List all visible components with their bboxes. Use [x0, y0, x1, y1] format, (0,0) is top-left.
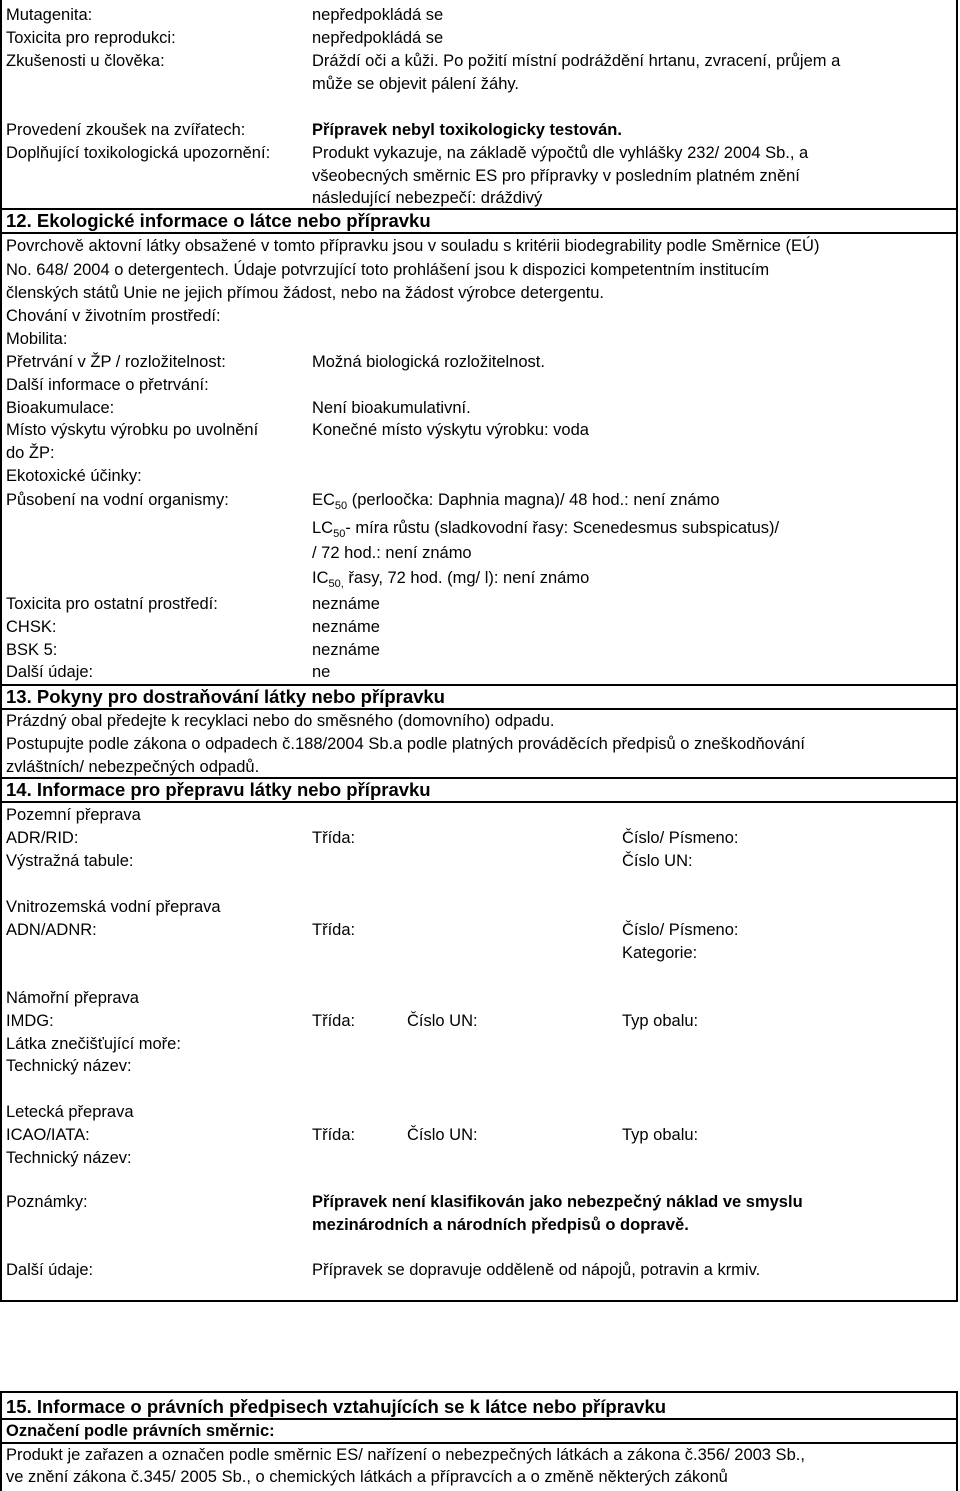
adr-trida: Třída:: [312, 829, 356, 847]
adn-trida: Třída:: [312, 921, 356, 939]
chovani-label: Chování v životním prostředí:: [6, 307, 221, 325]
adr-cislo-un: Číslo UN:: [622, 852, 693, 870]
letecka-label: Letecká přeprava: [6, 1103, 134, 1121]
left-border-lower: [0, 1391, 2, 1491]
lc50-rest: - míra růstu (sladkovodní řasy: Scenedesmus subspicatus)/: [345, 519, 780, 537]
zkusenosti-label: Zkušenosti u člověka:: [6, 52, 165, 70]
zvirata-value: Přípravek nebyl toxikologicky testován.: [312, 121, 622, 139]
ic50-main: IC: [312, 569, 329, 587]
lc50-value-line2: / 72 hod.: není známo: [312, 544, 472, 562]
left-border-upper: [0, 0, 2, 1302]
section-15-top-border: [0, 1391, 958, 1393]
pretrvani-label: Přetrvání v ŽP / rozložitelnost:: [6, 353, 226, 371]
upozorneni-label: Doplňující toxikologická upozornění:: [6, 144, 271, 162]
vnitro-label: Vnitrozemská vodní přeprava: [6, 898, 221, 916]
icao-cislo-un: Číslo UN:: [407, 1126, 478, 1144]
s15-line2: ve znění zákona č.345/ 2005 Sb., o chemických látkách a přípravcích a o změně některých zákonů: [6, 1468, 728, 1486]
chsk-value: neznáme: [312, 618, 380, 636]
zkusenosti-value-line1: Dráždí oči a kůži. Po požití místní podráždění hrtanu, zvracení, průjem a: [312, 52, 841, 70]
poznamky-line1: Přípravek není klasifikován jako nebezpečný náklad ve smyslu: [312, 1193, 803, 1211]
pozemni-label: Pozemní přeprava: [6, 806, 141, 824]
ec50-rest: (perloočka: Daphnia magna)/ 48 hod.: není známo: [347, 491, 720, 509]
dalsi-pretrvani-label: Další informace o přetrvání:: [6, 376, 209, 394]
icao-trida: Třída:: [312, 1126, 356, 1144]
section-15-heading: 15. Informace o právních předpisech vztahujících se k látce nebo přípravku: [6, 1396, 667, 1417]
misto-value: Konečné místo výskytu výrobku: voda: [312, 421, 589, 439]
s12-dalsi-value: ne: [312, 663, 331, 681]
ostatni-label: Toxicita pro ostatní prostředí:: [6, 595, 218, 613]
imdg-label: IMDG:: [6, 1012, 54, 1030]
bioakumulace-value: Není bioakumulativní.: [312, 399, 471, 417]
section-15-subheading-rule: [0, 1442, 958, 1444]
bioakumulace-label: Bioakumulace:: [6, 399, 115, 417]
s14-dalsi-value: Přípravek se dopravuje odděleně od nápojů, potravin a krmiv.: [312, 1261, 761, 1279]
imdg-trida: Třída:: [312, 1012, 356, 1030]
section-15-heading-rule: [0, 1418, 958, 1420]
s12-dalsi-label: Další údaje:: [6, 663, 94, 681]
s12-intro-line3: členských států Unie ne jejich přímou žádost, nebo na žádost výrobce detergentu.: [6, 284, 605, 302]
s12-intro-line2: No. 648/ 2004 o detergentech. Údaje potvrzující toto prohlášení jsou k dispozici kompetentním institucím: [6, 261, 770, 279]
mutagenita-label: Mutagenita:: [6, 6, 93, 24]
ec50-main: EC: [312, 491, 335, 509]
mutagenita-value: nepředpokládá se: [312, 6, 444, 24]
s15-line1: Produkt je zařazen a označen podle směrnic ES/ nařízení o nebezpečných látkách a zákona č.356/ 2003 Sb.,: [6, 1446, 805, 1464]
adn-cislo-pismeno: Číslo/ Písmeno:: [622, 921, 739, 939]
section-13-heading-rule: [0, 708, 958, 710]
poznamky-line2: mezinárodních a národních předpisů o dopravě.: [312, 1216, 689, 1234]
imdg-cislo-un: Číslo UN:: [407, 1012, 478, 1030]
ic50-sub: 50,: [328, 578, 344, 590]
section-divider-upper-bottom: [0, 1300, 958, 1302]
upozorneni-value-line3: následující nebezpečí: dráždivý: [312, 189, 543, 207]
imdg-typ-obalu: Typ obalu:: [622, 1012, 699, 1030]
vystrazna-label: Výstražná tabule:: [6, 852, 134, 870]
right-border-upper: [956, 0, 958, 1302]
ostatni-value: neznáme: [312, 595, 380, 613]
mobilita-label: Mobilita:: [6, 330, 68, 348]
s13-line1: Prázdný obal předejte k recyklaci nebo do směsného (domovního) odpadu.: [6, 712, 555, 730]
adn-kategorie: Kategorie:: [622, 944, 698, 962]
imdg-tech-nazev: Technický název:: [6, 1057, 132, 1075]
section-13-heading: 13. Pokyny pro dostraňování látky nebo přípravku: [6, 686, 445, 707]
lc50-sub: 50: [333, 528, 346, 540]
section-14-heading: 14. Informace pro přepravu látky nebo přípravku: [6, 779, 431, 800]
bsk-value: neznáme: [312, 641, 380, 659]
chsk-label: CHSK:: [6, 618, 57, 636]
ic50-rest: řasy, 72 hod. (mg/ l): není známo: [343, 569, 590, 587]
icao-typ-obalu: Typ obalu:: [622, 1126, 699, 1144]
lc50-main: LC: [312, 519, 334, 537]
adr-label: ADR/RID:: [6, 829, 79, 847]
adr-cislo-pismeno: Číslo/ Písmeno:: [622, 829, 739, 847]
misto-label-line2: do ŽP:: [6, 444, 55, 462]
poznamky-label: Poznámky:: [6, 1193, 88, 1211]
zvirata-label: Provedení zkoušek na zvířatech:: [6, 121, 246, 139]
reprodukce-label: Toxicita pro reprodukci:: [6, 29, 176, 47]
s14-dalsi-label: Další údaje:: [6, 1261, 94, 1279]
s12-intro-line1: Povrchově aktovní látky obsažené v tomto přípravku jsou v souladu s kritérii biodegrability podle Směrnice (EÚ): [6, 237, 820, 255]
ec50-sub: 50: [334, 500, 348, 512]
s13-line2: Postupujte podle zákona o odpadech č.188/2004 Sb.a podle platných prováděcích předpisů o zneškodňování: [6, 735, 806, 753]
latka-more-label: Látka znečišťující moře:: [6, 1035, 181, 1053]
icao-label: ICAO/IATA:: [6, 1126, 90, 1144]
ec50-value: [312, 490, 720, 510]
section-12-heading-rule: [0, 232, 958, 234]
section-14-heading-rule: [0, 801, 958, 803]
upozorneni-value-line1: Produkt vykazuje, na základě výpočtů dle vyhlášky 232/ 2004 Sb., a: [312, 144, 809, 162]
reprodukce-value: nepředpokládá se: [312, 29, 444, 47]
bsk-label: BSK 5:: [6, 641, 58, 659]
ic50-value: [312, 568, 589, 588]
zkusenosti-value-line2: může se objevit pálení žáhy.: [312, 75, 519, 93]
ekotox-label: Ekotoxické účinky:: [6, 467, 142, 485]
s13-line3: zvláštních/ nebezpečných odpadů.: [6, 758, 260, 776]
section-12-heading: 12. Ekologické informace o látce nebo přípravku: [6, 210, 431, 231]
vodni-label: Působení na vodní organismy:: [6, 491, 229, 509]
upozorneni-value-line2: všeobecných směrnic ES pro přípravky v posledním platném znění: [312, 167, 800, 185]
pretrvani-value: Možná biologická rozložitelnost.: [312, 353, 545, 371]
lc50-value: [312, 518, 779, 538]
misto-label-line1: Místo výskytu výrobku po uvolnění: [6, 421, 259, 439]
namorni-label: Námořní přeprava: [6, 989, 139, 1007]
s15-subheading: Označení podle právních směrnic:: [6, 1422, 275, 1440]
right-border-lower: [956, 1391, 958, 1491]
icao-tech-nazev: Technický název:: [6, 1149, 132, 1167]
adn-label: ADN/ADNR:: [6, 921, 97, 939]
